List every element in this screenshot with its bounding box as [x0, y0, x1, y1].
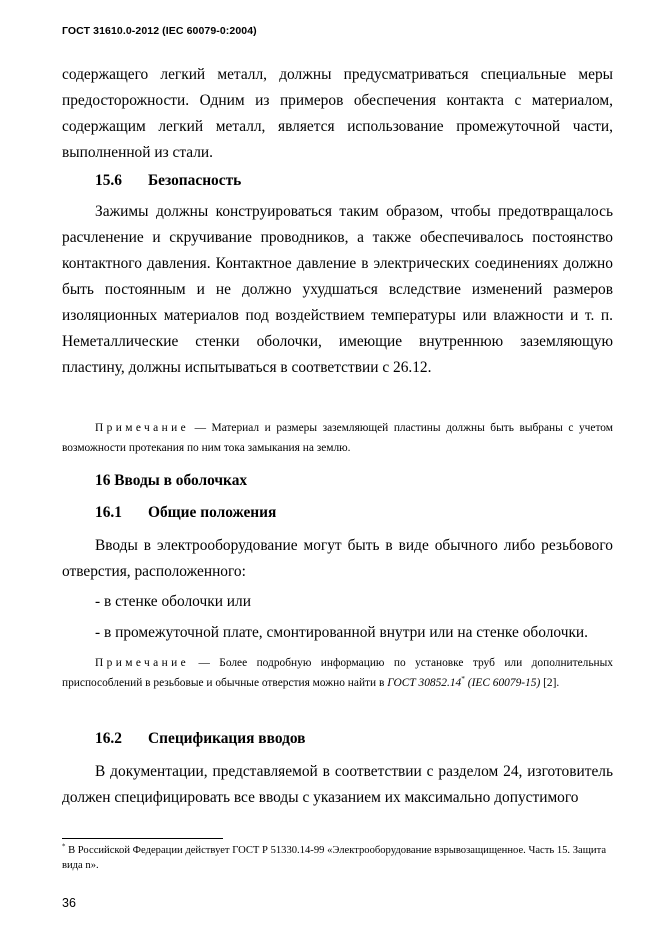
section-heading-16-1	[95, 503, 276, 523]
note-label: Примечание	[95, 422, 190, 434]
list-item: - в стенке оболочки или	[95, 593, 251, 610]
section-title: Спецификация вводов	[148, 730, 306, 747]
section-heading-16-2	[95, 729, 305, 749]
footnote-marker: *	[62, 843, 66, 851]
iec-reference: (IEC 60079-15)	[464, 677, 541, 689]
standard-reference: ГОСТ 30852.14	[387, 677, 462, 689]
section-number: 16.1	[95, 504, 122, 521]
paragraph-15-6: Зажимы должны конструироваться таким образом, чтобы предотвращалось расчленение и скручивание проводников, а также обеспечивалось постоянство контактного давления. Контактное давление в электрических соединениях должно быть постоянным и не должно ухудшаться вследствие изменений размеров изоляционных материалов под воздействием температуры или влажности и т. п. Неметаллические стенки оболочки, имеющие внутреннюю заземляющую пластину, должны испытываться в соответствии с 26.12.	[62, 203, 613, 376]
paragraph-16-2: В документации, представляемой в соответствии с разделом 24, изготовитель должен специфицировать все вводы с указанием их максимально допустимого	[62, 763, 613, 806]
note-text: — Материал и размеры заземляющей пластины должны быть выбраны с учетом возможности протекания по ним тока замыкания на землю.	[62, 422, 613, 454]
section-number: 16.2	[95, 730, 122, 747]
document-page	[62, 0, 613, 936]
section-title: Общие положения	[148, 504, 277, 521]
paragraph-16-1: Вводы в электрооборудование могут быть в виде обычного либо резьбового отверстия, расположенного:	[62, 537, 613, 580]
page-number: 36	[62, 896, 76, 910]
paragraph-intro: содержащего легкий металл, должны предусматриваться специальные меры предосторожности. Одним из примеров обеспечения контакта с материалом, содержащим легкий металл, является использование промежуточной части, выполненной из стали.	[62, 66, 613, 161]
note-conduits	[62, 653, 613, 693]
section-heading-16: 16 Вводы в оболочках	[95, 472, 248, 489]
footnote-text: В Российской Федерации действует ГОСТ Р 51330.14-99 «Электрооборудование взрывозащищенное. Часть 15. Защита вида n».	[62, 845, 607, 871]
list-item: - в промежуточной плате, смонтированной внутри или на стенке оболочки.	[95, 624, 589, 641]
note-text: — Более подробную информацию по установке труб или дополнительных приспособлений в резьбовые и обычные отверстия можно найти в	[62, 657, 613, 689]
section-heading-15-6	[95, 171, 241, 191]
section-number: 15.6	[95, 172, 122, 189]
footnote	[62, 843, 613, 873]
running-header: ГОСТ 31610.0-2012 (IEC 60079-0:2004)	[62, 25, 257, 37]
note-grounding-plate	[62, 418, 613, 458]
bibliography-reference: [2].	[540, 677, 560, 689]
section-title: Безопасность	[148, 172, 242, 189]
note-label: Примечание	[95, 657, 190, 669]
footnote-marker: *	[461, 674, 465, 684]
footnote-divider	[62, 838, 223, 839]
